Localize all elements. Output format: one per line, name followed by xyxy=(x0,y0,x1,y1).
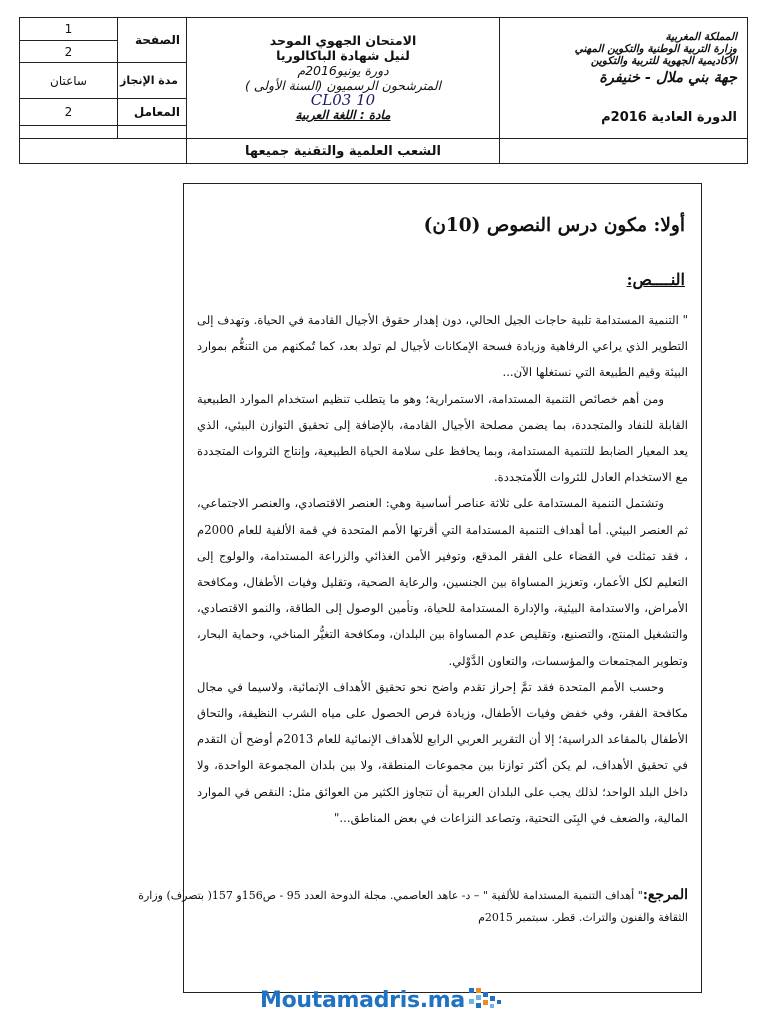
page-total-cell xyxy=(20,40,118,63)
exam-title: الامتحان الجهوي الموحد xyxy=(269,33,417,49)
coefficient-value: 2 xyxy=(64,105,73,120)
section-title: أولا: مكون درس النصوص (10ن) xyxy=(423,215,685,236)
candidates-line: المترشحون الرسميون (السنة الأولى ) xyxy=(244,78,442,94)
subject-line: مادة : اللغة العربية xyxy=(295,108,391,123)
empty-branches-left xyxy=(20,139,187,164)
exam-title-block xyxy=(187,18,500,139)
watermark-pixel-icon xyxy=(467,986,507,1014)
ministry-line-3: الأكاديمية الجهوية للتربية والتكوين xyxy=(590,55,737,68)
coefficient-value-cell xyxy=(20,99,118,126)
watermark-logo xyxy=(260,982,530,1018)
text-heading: النــــص: xyxy=(626,270,685,289)
coefficient-label: المعامل xyxy=(133,104,180,119)
reference-line-2: الثقافة والفنون والتراث. قطر. سبتمبر 2015م xyxy=(478,911,688,924)
passage-paragraph-1: " التنمية المستدامة تلبية حاجات الجيل الحالي، دون إهدار حقوق الأجيال القادمة في الحياة. وتهدف إلى التطوير الذي يراعي الرفاهية وزيادة فسحة الإمكانات لأجيال لم تولد بعد، كما تُمكنهم من التنعُّم بموارد البيئة وقيم الطبيعة التي نستغلها الآن... xyxy=(197,313,688,380)
page-label: الصفحة xyxy=(134,32,180,47)
passage-body xyxy=(197,307,688,831)
page-current-cell xyxy=(20,18,118,41)
exam-subtitle: لنيل شهادة الباكالوريا xyxy=(276,48,410,64)
region-name: جهة بني ملال - خنيفرة xyxy=(599,70,737,87)
coefficient-label-cell xyxy=(118,99,187,126)
duration-label: مدة الإنجاز xyxy=(120,74,178,88)
ordinary-session: الدورة العادية 2016م xyxy=(601,110,737,126)
page-current: 1 xyxy=(64,21,73,36)
empty-cell-left xyxy=(20,126,118,139)
reference-line-1 xyxy=(138,884,688,907)
empty-cell-mid xyxy=(118,126,187,139)
exam-header-table xyxy=(19,17,748,164)
branches-cell xyxy=(187,139,500,164)
reference-block xyxy=(138,884,688,929)
branches-text: الشعب العلمية والتقنية جميعها xyxy=(245,143,441,159)
exam-session: دورة يونيو2016م xyxy=(297,63,389,79)
watermark-text: Moutamadris.ma xyxy=(260,987,465,1013)
page-total: 2 xyxy=(64,44,73,59)
empty-branches-right xyxy=(500,139,748,164)
reference-text-1: " أهداف التنمية المستدامة للألفية " – د- عاهد العاصمي. مجلة الدوحة العدد 95 - ص156و 157( بتصرف) وزارة xyxy=(138,889,643,902)
page-label-cell xyxy=(118,18,187,63)
duration-value: ساعتان xyxy=(50,73,87,88)
duration-value-cell xyxy=(20,63,118,99)
duration-label-cell xyxy=(118,63,187,99)
passage-paragraph-3: وتشتمل التنمية المستدامة على ثلاثة عناصر أساسية وهي: العنصر الاقتصادي، والعنصر الاجتماعي، ثم العنصر البيئي. أما أهداف التنمية المستدامة التي أقرتها الأمم المتحدة في قمة الألفية للعام 2000م ، فقد تمثلت في القضاء على الفقر المدقع، وتوفير الأمن الغذائي والزراعة المستدامة، والولوج إلى التعليم لكل الأعمار، وتعزيز المساواة بين الجنسين، والرعاية الصحية، وتقليل وفيات الأطفال، ومكافحة الأمراض، والاستدامة البيئية، والإدارة المستدامة للحياة، وتأمين الوصول إلى الطاقة، والنمو الاقتصادي، والتشغيل المنتج، والتصنيع، وتقليص عدم المساواة بين البلدان، ومكافحة التغيُّر المناخي، وحماية البحار، وتطوير المجتمعات والمؤسسات، والتعاون الدَّوْلي. xyxy=(197,496,688,668)
passage-paragraph-2: ومن أهم خصائص التنمية المستدامة، الاستمرارية؛ وهو ما يتطلب تنظيم استخدام الموارد الطبيعية القابلة للنفاد والمتجددة، بما يضمن مصلحة الأجيال القادمة، بالإضافة إلى تحقيق التوازن البيئي، الذي يعد المعيار الضابط للتنمية المستدامة، وبما يحافظ على سلامة الحياة الطبيعية، وإنتاج الثروات المتجددة مع الاستخدام العادل للثروات اللّامتجددة. xyxy=(197,391,688,485)
ministry-block xyxy=(500,18,748,139)
exam-code-handwritten: 10 CL03 xyxy=(310,91,376,110)
ministry-line-2: وزارة التربية الوطنية والتكوين المهني xyxy=(574,43,737,56)
reference-label: المرجع: xyxy=(642,887,688,903)
ministry-line-1: المملكة المغربية xyxy=(665,31,737,44)
passage-paragraph-4: وحسب الأمم المتحدة فقد تمَّ إحراز تقدم واضح نحو تحقيق الأهداف الإنمائية، ولاسيما في مجال مكافحة الفقر، وفي خفض وفيات الأطفال، وزيادة فرص الحصول على مياه الشرب النظيفة، والتحاق الأطفال بالمقاعد الدراسية؛ إلا أن التقرير العربي الرابع للأهداف الإنمائية للعام 2013م أوضح أن التقدم في تحقيق الأهداف، لم يكن أكثر توازنا بين مجموعات المنطقة، ولا بين بلدان المجموعة الواحدة، ولا داخل البلد الواحد؛ لذلك يجب على البلدان العربية أن تتجاوز الكثير من العوائق مثل: النقص في الموارد المالية، والضعف في البِنَى التحتية، وتصاعد النزاعات في بعض المناطق..." xyxy=(197,679,688,825)
